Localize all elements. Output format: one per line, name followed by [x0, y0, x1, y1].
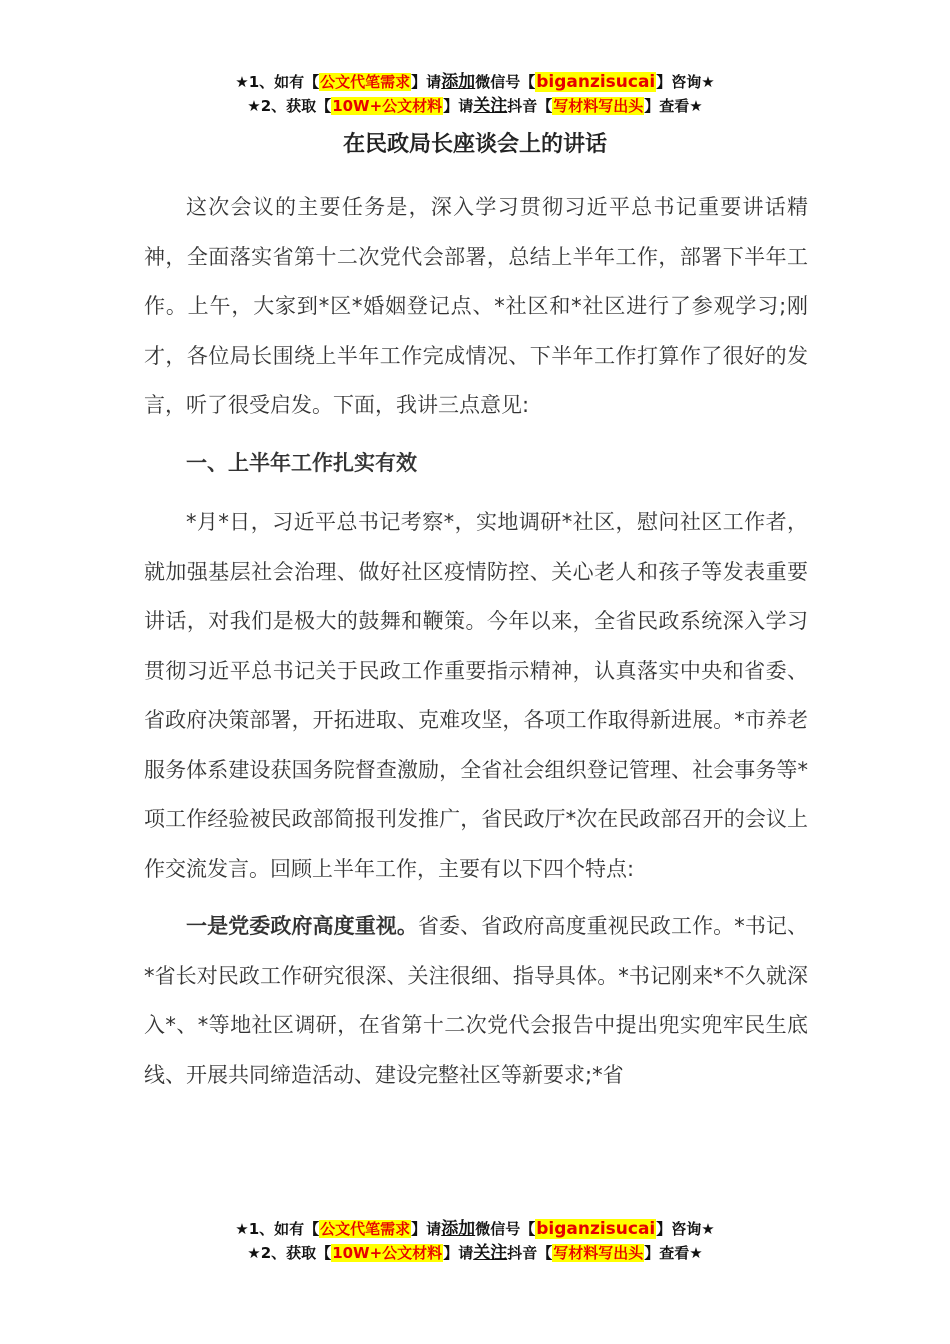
promo-text: 微信号【 — [475, 1220, 536, 1238]
promo-douyin-id: 写材料写出头 — [553, 97, 644, 115]
promo-text: 】查看★ — [644, 1244, 703, 1262]
promo-banner-bottom — [0, 1217, 950, 1265]
promo-text: ★1、如有【 — [235, 73, 320, 91]
intro-paragraph: 这次会议的主要任务是，深入学习贯彻习近平总书记重要讲话精神，全面落实省第十二次党代会部署，总结上半年工作，部署下半年工作。上午，大家到*区*婚姻登记点、*社区和*社区进行了参观学习;刚才，各位局长围绕上半年工作完成情况、下半年工作打算作了很好的发言，听了很受启发。下面，我讲三点意见: — [144, 195, 808, 417]
promo-line-2 — [0, 1241, 950, 1265]
promo-line-2 — [0, 94, 950, 118]
promo-wechat-id: biganzisucai — [536, 72, 656, 92]
promo-banner-top — [0, 70, 950, 118]
document-title: 在民政局长座谈会上的讲话 — [342, 132, 607, 157]
promo-text: 】咨询★ — [656, 1220, 715, 1238]
promo-emphasis: 添加 — [441, 72, 476, 92]
promo-text: ★1、如有【 — [235, 1220, 320, 1238]
promo-emphasis: 关注 — [473, 1243, 508, 1263]
promo-text: ★2、获取【 — [247, 1244, 332, 1262]
promo-text: 】咨询★ — [656, 73, 715, 91]
promo-text: 微信号【 — [475, 73, 536, 91]
promo-highlight: 公文代笔需求 — [320, 1220, 411, 1238]
promo-text: 】请 — [443, 1244, 474, 1262]
promo-highlight: 公文代笔需求 — [320, 73, 411, 91]
document-body — [144, 183, 808, 1108]
promo-emphasis: 关注 — [473, 96, 508, 116]
promo-highlight: 10W+公文材料 — [332, 97, 443, 115]
promo-text: 】请 — [411, 73, 442, 91]
promo-text: 抖音【 — [507, 97, 553, 115]
promo-line-1 — [0, 70, 950, 94]
promo-line-1 — [0, 1217, 950, 1241]
promo-emphasis: 添加 — [441, 1219, 476, 1239]
point-paragraph — [144, 902, 808, 1100]
point-lead: 一是党委政府高度重视。 — [186, 914, 418, 938]
promo-text: 】请 — [411, 1220, 442, 1238]
promo-wechat-id: biganzisucai — [536, 1219, 656, 1239]
promo-text: 】请 — [443, 97, 474, 115]
section-heading: 一、上半年工作扎实有效 — [186, 450, 417, 475]
point-text: 省委、省政府高度重视民政工作。*书记、*省长对民政工作研究很深、关注很细、指导具体。*书记刚来*不久就深入*、*等地社区调研，在省第十二次党代会报告中提出兜实兜牢民生底线、开展共同缔造活动、建设完整社区等新要求;*省 — [144, 914, 809, 1087]
promo-douyin-id: 写材料写出头 — [553, 1244, 644, 1262]
promo-text: ★2、获取【 — [247, 97, 332, 115]
promo-highlight: 10W+公文材料 — [332, 1244, 443, 1262]
promo-text: 抖音【 — [507, 1244, 553, 1262]
promo-text: 】查看★ — [644, 97, 703, 115]
section-paragraph: *月*日，习近平总书记考察*，实地调研*社区，慰问社区工作者，就加强基层社会治理、做好社区疫情防控、关心老人和孩子等发表重要讲话，对我们是极大的鼓舞和鞭策。今年以来，全省民政系统深入学习贯彻习近平总书记关于民政工作重要指示精神，认真落实中央和省委、省政府决策部署，开拓进取、克难攻坚，各项工作取得新进展。*市养老服务体系建设获国务院督查激励，全省社会组织登记管理、社会事务等*项工作经验被民政部简报刊发推广，省民政厅*次在民政部召开的会议上作交流发言。回顾上半年工作，主要有以下四个特点: — [144, 510, 808, 881]
